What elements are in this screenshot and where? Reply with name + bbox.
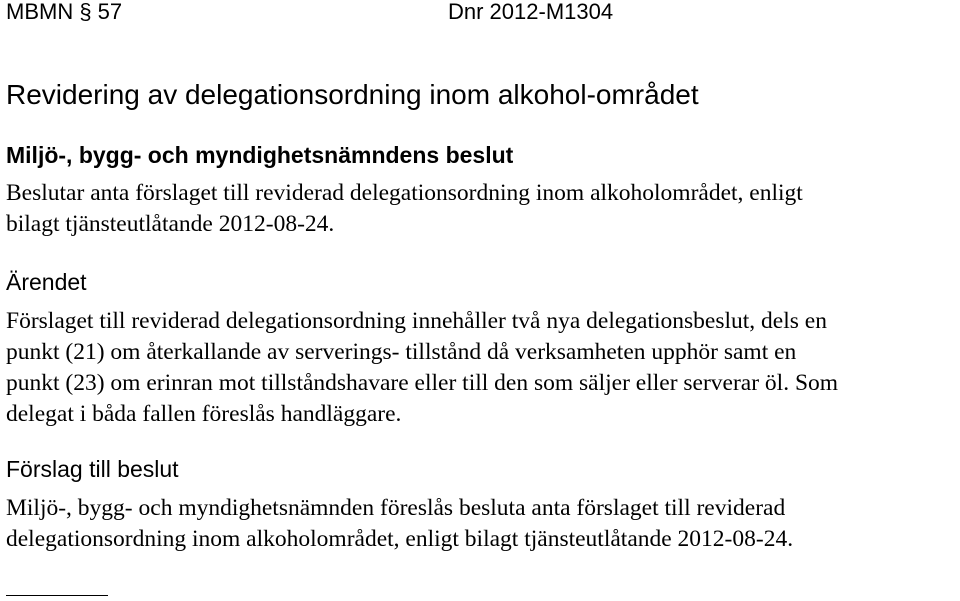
- paragraph-line: Förslaget till reviderad delegationsordning innehåller två nya delegationsbeslut, dels en: [6, 308, 827, 334]
- case-number: Dnr 2012-M1304: [448, 0, 614, 24]
- decision-heading: Miljö-, bygg- och myndighetsnämndens beslut: [6, 142, 514, 168]
- decision-paragraph: [6, 178, 954, 240]
- proposal-paragraph: [6, 493, 954, 555]
- matter-heading: Ärendet: [6, 269, 87, 295]
- paragraph-line: bilagt tjänsteutlåtande 2012-08-24.: [6, 211, 335, 237]
- footnote-separator: [6, 595, 108, 596]
- section-reference: MBMN § 57: [6, 0, 123, 24]
- paragraph-line: Miljö-, bygg- och myndighetsnämnden föreslås besluta anta förslaget till reviderad: [6, 495, 786, 521]
- paragraph-line: Beslutar anta förslaget till reviderad delegationsordning inom alkoholområdet, enligt: [6, 180, 803, 206]
- page-header: [6, 0, 946, 26]
- paragraph-line: punkt (23) om erinran mot tillståndshavare eller till den som säljer eller serverar öl. Som: [6, 370, 839, 396]
- matter-paragraph: [6, 306, 954, 430]
- paragraph-line: punkt (21) om återkallande av serverings- tillstånd då verksamheten upphör samt en: [6, 339, 797, 365]
- paragraph-line: delegationsordning inom alkoholområdet, enligt bilagt tjänsteutlåtande 2012-08-24.: [6, 526, 794, 552]
- proposal-heading: Förslag till beslut: [6, 456, 179, 482]
- document-title: Revidering av delegationsordning inom alkohol-området: [6, 79, 699, 110]
- paragraph-line: delegat i båda fallen föreslås handläggare.: [6, 401, 402, 427]
